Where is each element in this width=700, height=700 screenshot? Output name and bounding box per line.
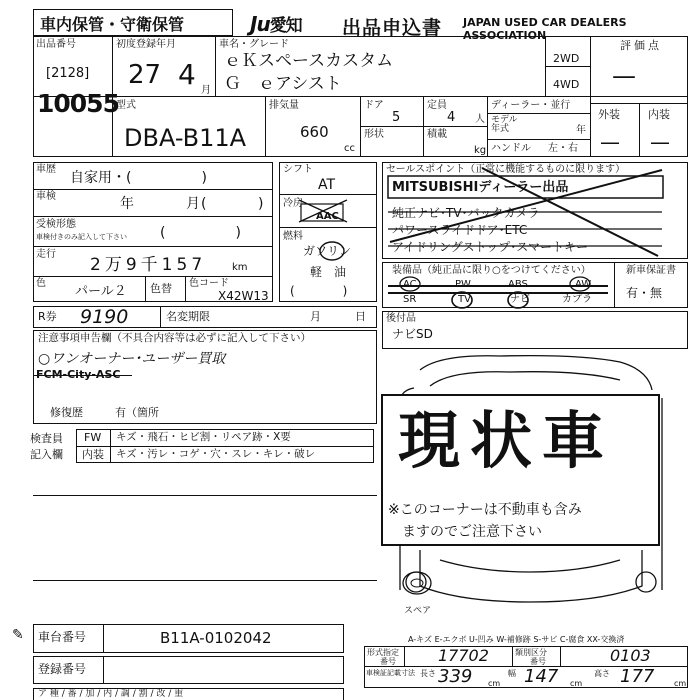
model-value: DBA-B11A	[124, 124, 247, 152]
handle-value: 左・右	[548, 143, 578, 154]
name-change-month: 月	[310, 310, 321, 323]
lot-label: 出品番号	[36, 39, 76, 50]
width-value: 147	[524, 666, 559, 687]
as-is-title: 現状車	[398, 404, 615, 477]
name-change-day: 日	[355, 310, 366, 323]
equipment-kapra: カプラ	[562, 294, 592, 305]
plate-label: 登録番号	[38, 662, 87, 676]
designation-no: 番号	[380, 657, 396, 666]
drive-4wd: 4WD	[553, 78, 580, 91]
as-is-note-1: ※このコーナーは不動車も含み	[388, 502, 582, 518]
model-year-unit: 年	[576, 125, 586, 136]
selling-point-4: アイドリングストップ･スマートキー	[392, 240, 588, 254]
length-cm: cm	[488, 679, 501, 688]
designation-label: 形式指定	[367, 648, 399, 657]
inspection-label: 車検	[36, 191, 56, 202]
ju-logo	[250, 11, 302, 36]
mileage-d2: 9	[125, 255, 141, 275]
form-title: 出品申込書	[342, 17, 443, 39]
mileage-d5: 5	[176, 255, 192, 275]
car-name-label: 車名・グレード	[219, 39, 289, 50]
ac-label: 冷房	[283, 198, 303, 209]
designation-value: 17702	[438, 646, 489, 665]
fuel-diesel: 軽 油	[310, 265, 347, 279]
shift-value: AT	[318, 177, 336, 193]
ju-logo-org: 愛知	[269, 16, 302, 36]
inspector-label-1: 検査員	[30, 432, 63, 445]
aftermarket-label: 後付品	[386, 313, 416, 324]
displacement-unit: cc	[344, 143, 355, 154]
doors-label: ドア	[364, 100, 384, 111]
model-label: 型式	[116, 100, 136, 111]
shift-label: シフト	[283, 164, 313, 175]
mileage-d0: 2	[90, 255, 105, 275]
inspection-paren-open: (	[201, 196, 207, 212]
load-label: 積載	[427, 129, 447, 140]
bottom-row-text: ア 種 / 番 / 加 / 内 / 調 / 割 / 改 / 重	[38, 689, 184, 699]
mileage-d1: 万	[104, 255, 126, 275]
equipment-ac: AC	[403, 279, 417, 290]
handle-label: ハンドル	[491, 143, 531, 154]
storage-stamp-text: 車内保管・守衛保管	[40, 15, 185, 34]
receipt-sub: 車検付きのみ記入して下さい	[36, 233, 127, 241]
length-value: 339	[438, 666, 473, 687]
selling-points-cross-out	[382, 162, 688, 259]
aftermarket-value: ナビSD	[392, 327, 433, 341]
mileage-d3: 千	[140, 255, 162, 275]
usage-value: 自家用・( )	[70, 170, 207, 186]
in-label: 内装	[82, 448, 104, 461]
new-warranty-label: 新車保証書	[626, 265, 676, 276]
repair-label: 修復歴	[50, 406, 83, 419]
r-ticket-value: 9190	[80, 306, 129, 328]
equipment-marks	[382, 262, 614, 308]
receipt-paren: ( )	[160, 225, 241, 241]
displacement-value: 660	[300, 123, 329, 141]
notes-line2-strike	[34, 375, 132, 376]
fw-text: キズ・飛石・ヒビ割・リペア跡・X要	[116, 431, 291, 443]
equipment-navi: ナビ	[510, 294, 530, 305]
size-label: 車検証記載寸法	[366, 669, 415, 677]
fuel-label: 燃料	[283, 231, 303, 242]
r-ticket-label: R券	[38, 310, 57, 323]
doors-value: 5	[392, 110, 401, 125]
ac-value: AAC	[316, 211, 339, 222]
color-label: 色	[36, 278, 46, 289]
category-label: 類別区分	[515, 648, 547, 657]
notes-line2: FCM-City-ASC	[36, 368, 121, 381]
as-is-note-2: ますのでご注意下さい	[402, 524, 542, 540]
mileage-value	[90, 250, 206, 275]
equipment-tv: TV	[458, 294, 471, 305]
damage-legend: A-キズ E-エクボ U-凹み W-補修跡 S-サビ C-腐食 XX-交換済	[408, 635, 625, 644]
color-value: パール２	[75, 284, 127, 299]
exterior-value: —	[600, 130, 620, 154]
category-no: 番号	[530, 657, 546, 666]
evaluation-label: 評価点	[620, 39, 662, 52]
spare-tire-icon	[397, 568, 437, 602]
evaluation-score: —	[612, 62, 636, 90]
width-label: 幅	[508, 669, 516, 678]
dealer-label: ディーラー・並行	[491, 100, 571, 111]
height-cm: cm	[674, 679, 687, 688]
receipt-label: 受検形態	[36, 219, 76, 230]
inspector-label-2: 記入欄	[30, 448, 63, 461]
fuel-gas-circle	[318, 240, 348, 262]
lot-number: 10055	[37, 89, 119, 118]
equipment-label: 装備品（純正品に限り○をつけてください）	[392, 265, 591, 276]
equipment-aw: AW	[575, 279, 592, 290]
capacity-value: 4	[447, 110, 456, 125]
chassis-label: 車台番号	[38, 630, 87, 644]
load-unit: kg	[474, 145, 487, 156]
in-text: キズ・汚レ・コゲ・穴・スレ・キレ・破レ	[116, 448, 316, 460]
inspection-month-unit: 月	[186, 196, 200, 212]
notes-label: 注意事項申告欄（不具合内容等は必ずに記入して下さい）	[38, 332, 311, 344]
ac-cross-out	[279, 194, 377, 228]
mileage-d4: 1	[161, 255, 177, 275]
capacity-unit: 人	[475, 114, 485, 125]
selling-point-3: パワースライドドア･ETC	[392, 223, 528, 237]
color-code-value: X42W13	[218, 289, 269, 303]
mileage-unit: km	[232, 262, 248, 273]
pen-mark: ✎	[12, 627, 24, 643]
selling-point-2: 純正ナビ･TV･バックカメラ	[392, 206, 540, 220]
new-warranty-value: 有・無	[626, 286, 663, 300]
form-title-en: JAPAN USED CAR DEALERS ASSOCIATION	[463, 16, 627, 42]
interior-value: —	[650, 130, 670, 154]
inspection-year-unit: 年	[120, 196, 134, 212]
drive-2wd: 2WD	[553, 52, 580, 65]
exterior-label: 外装	[598, 108, 620, 121]
width-cm: cm	[570, 679, 583, 688]
spare-label: スペア	[404, 606, 432, 616]
equipment-abs: ABS	[508, 279, 528, 290]
registration-month-unit: 月	[201, 85, 211, 96]
interior-label: 内装	[648, 108, 670, 121]
lot-sub-code: [2128]	[46, 66, 90, 81]
displacement-label: 排気量	[269, 100, 299, 111]
registration-year: 27	[128, 60, 162, 90]
ju-logo-mark: Ju	[250, 12, 270, 36]
fw-label: FW	[84, 431, 102, 444]
capacity-label: 定員	[427, 100, 447, 111]
category-value: 0103	[610, 646, 651, 665]
model-year-label: モデル 年式	[491, 115, 518, 134]
shape-label: 形状	[364, 129, 384, 140]
fuel-gas: ガソリン	[303, 244, 352, 258]
length-label: 長さ	[420, 669, 436, 678]
height-label: 高さ	[594, 669, 610, 678]
registration-month: 4	[178, 58, 196, 91]
car-name-line2: Ｇ ｅアシスト	[224, 74, 342, 94]
inspection-paren-close: )	[258, 196, 264, 212]
mileage-d6: 7	[191, 255, 207, 275]
repair-value: 有（箇所	[115, 406, 159, 419]
mileage-label: 走行	[36, 249, 56, 260]
selling-point-1: MITSUBISHIディーラー出品	[392, 180, 569, 195]
color-change-label: 色替	[150, 282, 172, 295]
car-name-line1: ｅＫスペースカスタム	[224, 51, 394, 71]
notes-line1: ○ワンオーナー･ユーザー買取	[38, 351, 226, 367]
equipment-sr: SR	[403, 294, 417, 305]
height-value: 177	[620, 666, 655, 687]
name-change-label: 名変期限	[166, 310, 210, 323]
fuel-paren: ( )	[290, 284, 348, 298]
chassis-value: B11A-0102042	[160, 629, 272, 647]
usage-label: 車歴	[36, 164, 56, 175]
registration-label: 初度登録年月	[116, 39, 176, 50]
selling-points-label: セールスポイント（正常に機能するものに限ります）	[386, 164, 626, 175]
equipment-pw: PW	[455, 279, 471, 290]
color-code-label: 色コード	[189, 278, 229, 289]
